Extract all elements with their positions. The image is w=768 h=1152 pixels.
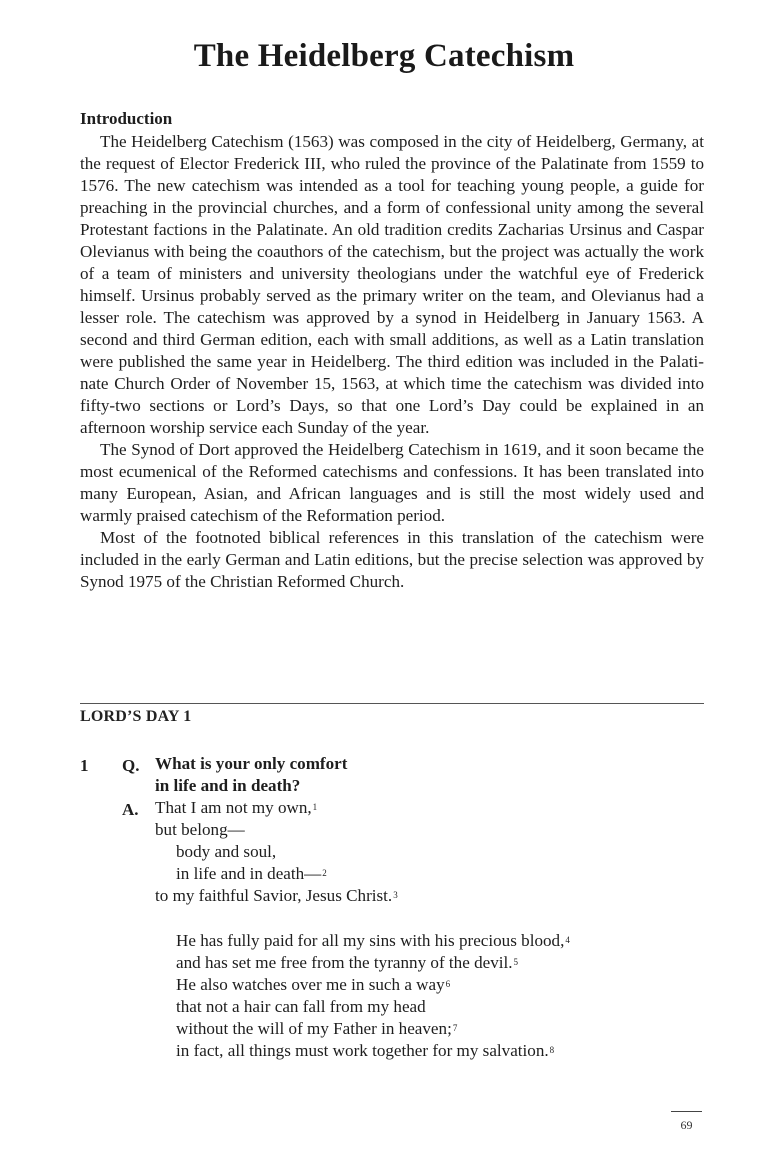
page-number-rule	[671, 1111, 702, 1112]
answer-line: body and soul,	[176, 842, 277, 861]
answer-line: That I am not my own,$^1$	[155, 798, 318, 817]
intro-paragraph: The Synod of Dort approved the Heidelberg Catechism in 1619, and it soon became the most ecumenical of the Reformed catechisms and confessions. It has been translated into many European, Asian, and African languages and is still the most widely used and warmly praised catechism of the Reformation period.	[80, 440, 704, 525]
question-number: 1	[80, 756, 89, 775]
section-heading: LORD’S DAY 1	[80, 708, 192, 725]
introduction-body	[80, 131, 704, 593]
question-line: What is your only comfort	[155, 754, 348, 773]
answer-line: without the will of my Father in heaven;$^7$	[176, 1019, 458, 1038]
answer-line: in life and in death—$^2$	[176, 864, 327, 883]
footnote-ref: 3	[393, 890, 398, 900]
section-divider	[80, 703, 704, 704]
intro-paragraph: Most of the footnoted biblical references in this translation of the catechism were included in the early German and Latin editions, but the precise selection was approved by Synod 1975 of the Christian Reformed Church.	[80, 528, 704, 591]
introduction-heading: Introduction	[80, 109, 173, 128]
page-number: 69	[680, 1118, 693, 1132]
footnote-ref: 8	[549, 1045, 555, 1055]
answer-line: He also watches over me in such a way$^6$	[176, 975, 451, 994]
page-title: The Heidelberg Catechism	[193, 38, 575, 74]
answer-line: to my faithful Savior, Jesus Christ.$^3$	[155, 886, 398, 905]
question-label: Q.	[122, 756, 140, 775]
answer-line: but belong—	[155, 820, 245, 839]
intro-paragraph: The Heidelberg Catechism (1563) was composed in the city of Heidelberg, Germany, at the request of Elector Frederick III, who ruled the province of the Palatinate from 1559 to 1576. The new catechism was intended as a tool for teaching young people, a guide for preaching in the provincial churches, and a form of confessional unity among the several Protestant factions in the Palatinate. An old tradition credits Zacharias Ursinus and Caspar Olevianus with being the coauthors of the catechism, but the project was actually the work of a team of ministers and university theologians under the watchful eye of Frederick himself. Ursinus probably served as the primary writer on the team, and Olevianus had a lesser role. The catechism was approved by a synod in Heidelberg in January 1563. A second and third German edition, each with small additions, as well as a Latin translation were published the same year in Heidelberg. The third edition was included in the Palatinate Church Order of November 15, 1563, at which time the catechism was divided into fifty-two sections or Lord’s Days, so that one Lord’s Day could be explained in an afternoon worship service each Sunday of the year.	[80, 132, 704, 437]
question-line: in life and in death?	[155, 776, 301, 795]
answer-line: and has set me free from the tyranny of the devil.$^5$	[176, 953, 519, 972]
footnote-ref: 5	[513, 957, 519, 967]
answer-line: in fact, all things must work together for my salvation.$^8$	[176, 1041, 555, 1060]
footnote-ref: 4	[565, 935, 570, 945]
footnote-ref: 6	[445, 979, 451, 989]
footnote-ref: 7	[452, 1023, 458, 1033]
footnote-ref: 2	[322, 868, 327, 878]
footnote-ref: 1	[312, 802, 318, 812]
answer-line: that not a hair can fall from my head	[176, 997, 426, 1016]
answer-label: A.	[122, 800, 139, 819]
answer-line: He has fully paid for all my sins with his precious blood,$^4$	[176, 931, 570, 950]
